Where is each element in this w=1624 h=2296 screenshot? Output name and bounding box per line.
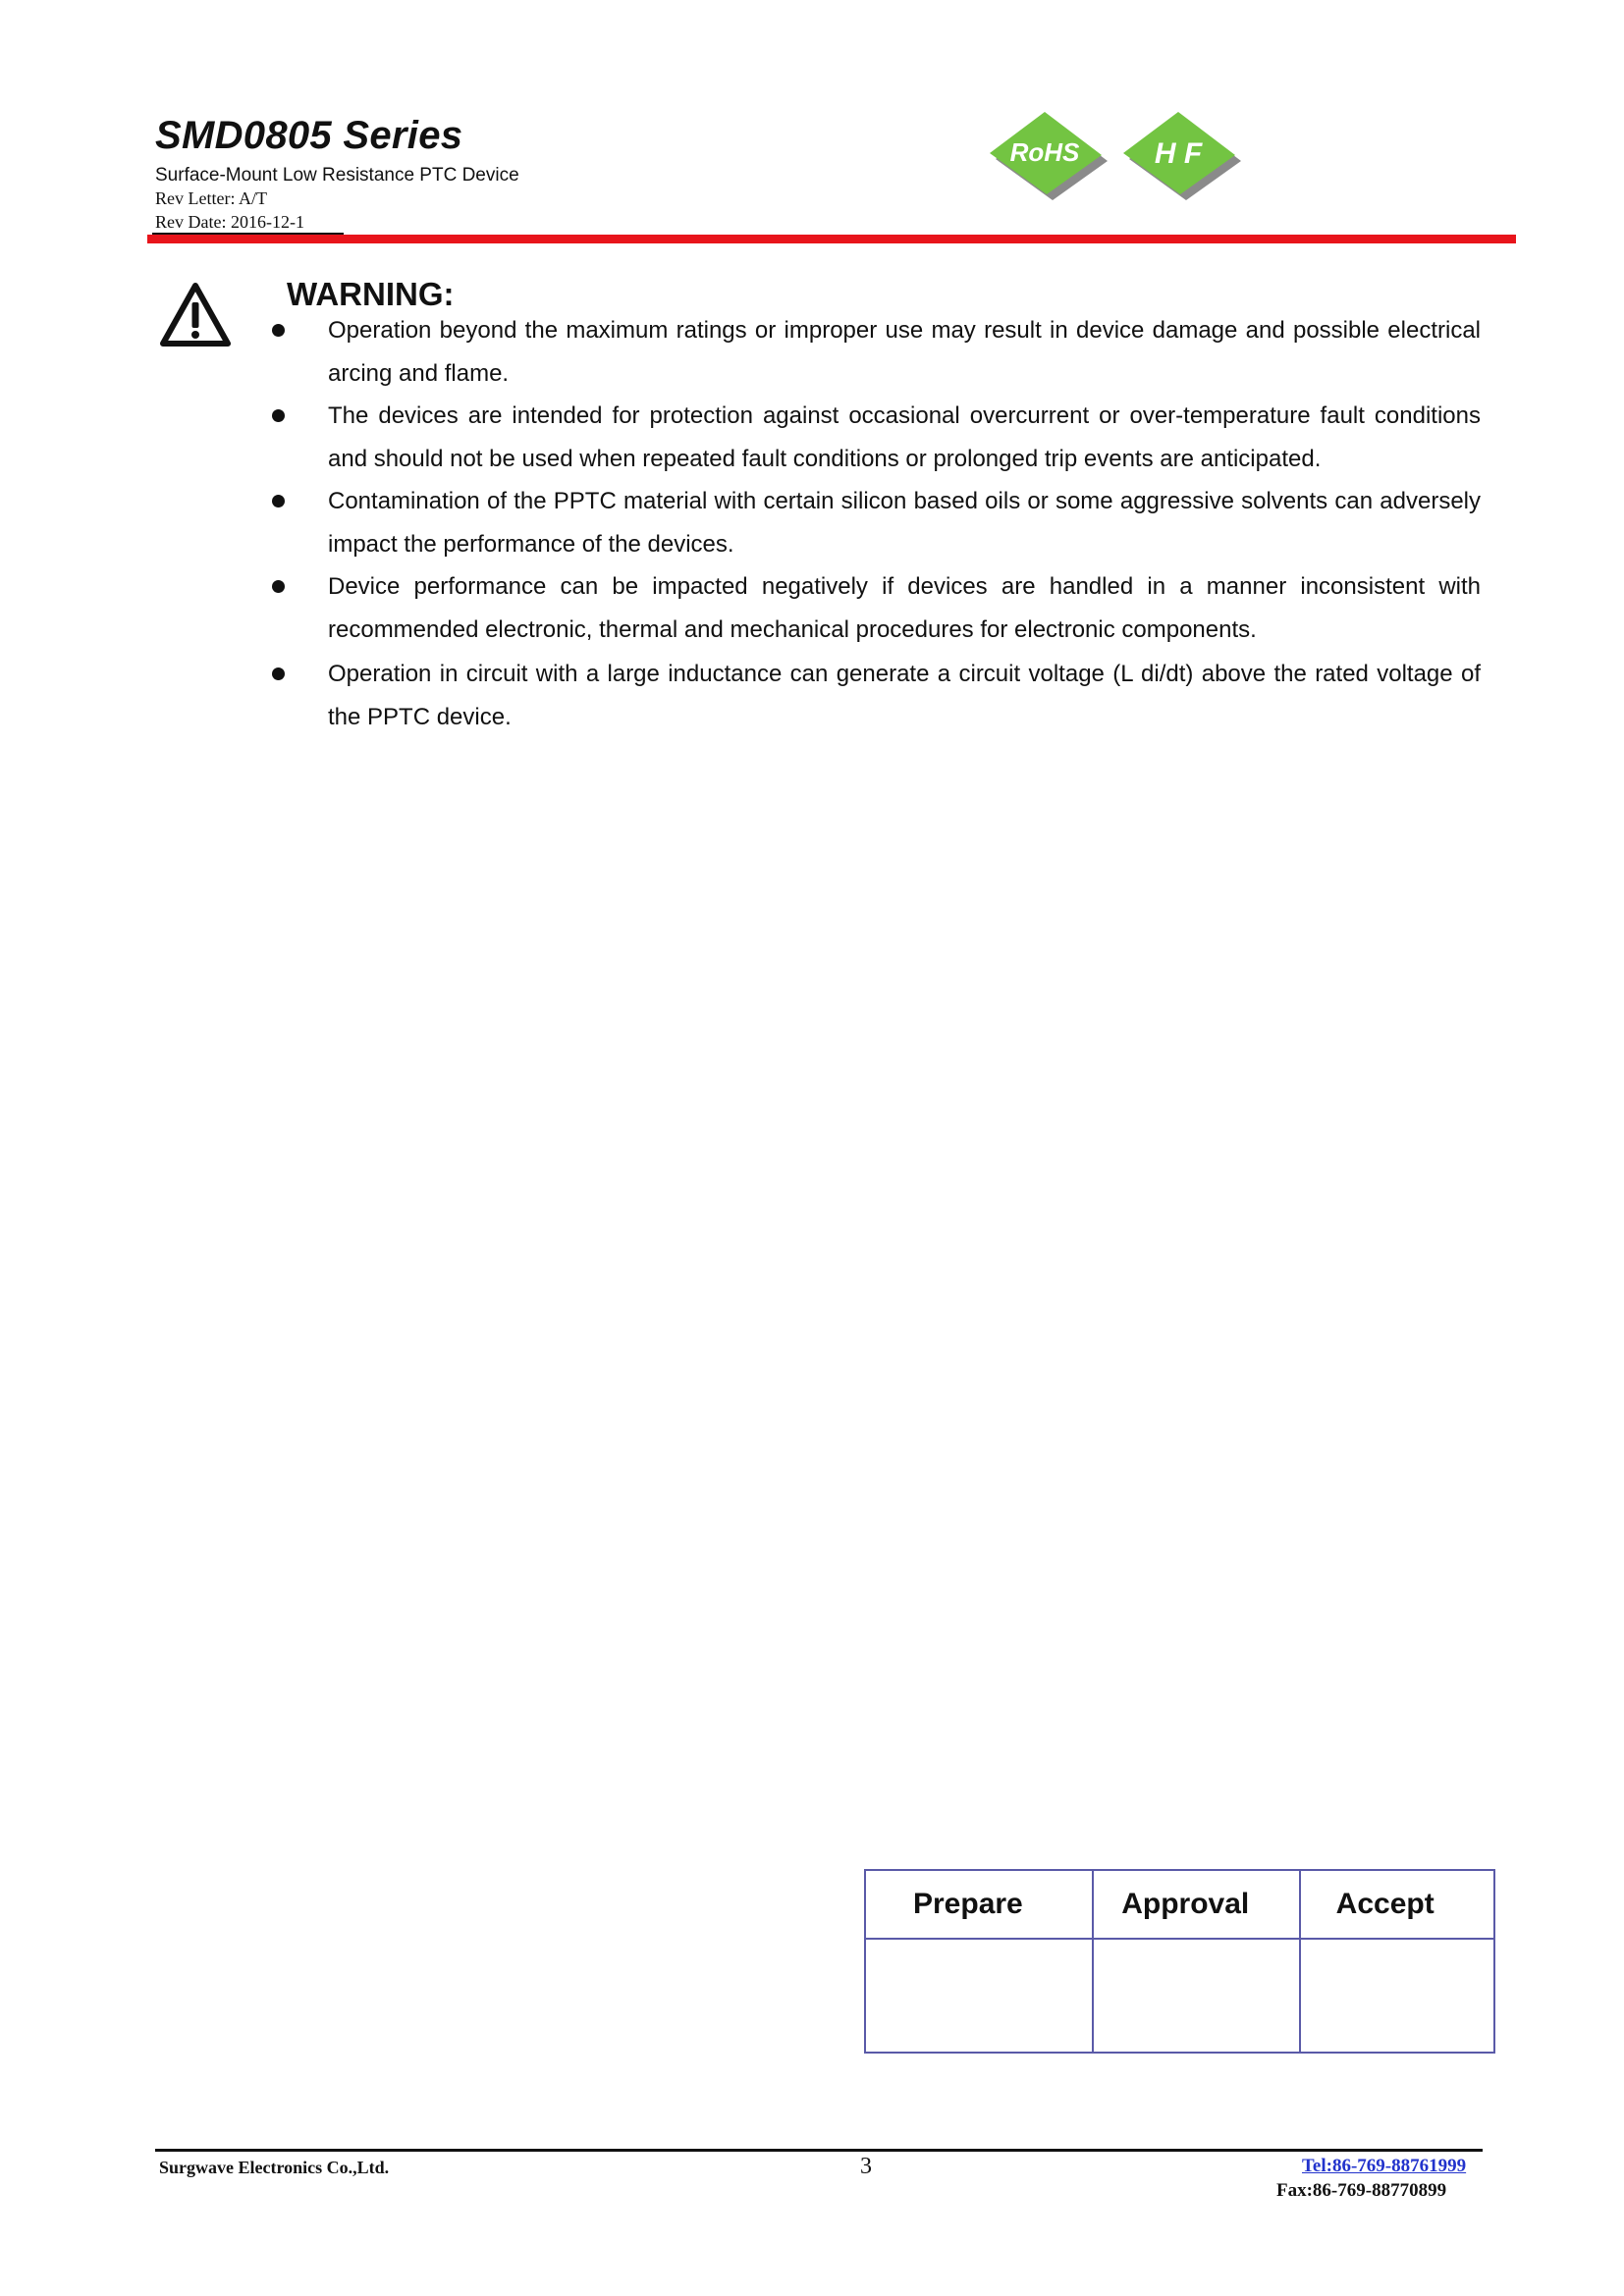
warning-item: The devices are intended for protection against occasional overcurrent or over-temperature fault conditions and should not be used when repeated fault conditions or prolonged trip events are anticipated.: [328, 402, 1481, 472]
document-subtitle: Surface-Mount Low Resistance PTC Device: [155, 165, 519, 186]
hf-logo-text: H F: [1154, 137, 1203, 170]
rohs-logo: [984, 110, 1111, 206]
hf-logo: [1117, 110, 1245, 206]
footer-rule: [155, 2149, 1483, 2152]
rev-date: Rev Date: 2016-12-1: [155, 212, 304, 232]
approval-cell: [1093, 1939, 1299, 2053]
warning-item: Operation beyond the maximum ratings or improper use may result in device damage and possible electrical arcing and flame.: [328, 317, 1481, 387]
bullet-dot: [272, 409, 285, 422]
prepare-header: Prepare: [865, 1870, 1093, 1939]
footer-fax: Fax:86-769-88770899: [1276, 2180, 1447, 2201]
footer-tel-link[interactable]: Tel:86-769-88761999: [1302, 2156, 1467, 2176]
header-red-bar: [147, 235, 1516, 243]
signoff-body-row: [865, 1939, 1494, 2053]
bullet-dot: [272, 324, 285, 337]
warning-title: WARNING:: [287, 276, 455, 312]
bullet-dot: [272, 495, 285, 507]
page-number: 3: [860, 2154, 872, 2179]
warning-item: Device performance can be impacted negatively if devices are handled in a manner inconsistent with recommended electronic, thermal and mechanical procedures for electronic components.: [328, 573, 1481, 643]
document-title: SMD0805 Series: [155, 114, 463, 157]
rev-letter: Rev Letter: A/T: [155, 188, 267, 208]
warning-item: Operation in circuit with a large inductance can generate a circuit voltage (L di/dt) above the rated voltage of the PPTC device.: [328, 661, 1481, 730]
bullet-dot: [272, 667, 285, 680]
rohs-logo-text: RoHS: [1009, 137, 1080, 167]
warning-item: Contamination of the PPTC material with certain silicon based oils or some aggressive solvents can adversely impact the performance of the devices.: [328, 488, 1481, 558]
prepare-cell: [865, 1939, 1093, 2053]
footer-company: Surgwave Electronics Co.,Ltd.: [159, 2158, 390, 2177]
accept-cell: [1300, 1939, 1494, 2053]
accept-header: Accept: [1300, 1870, 1494, 1939]
signoff-header-row: [865, 1870, 1494, 1939]
warning-triangle-icon: [159, 281, 232, 349]
bullet-dot: [272, 580, 285, 593]
approval-header: Approval: [1093, 1870, 1299, 1939]
signoff-table: [864, 1869, 1495, 2054]
